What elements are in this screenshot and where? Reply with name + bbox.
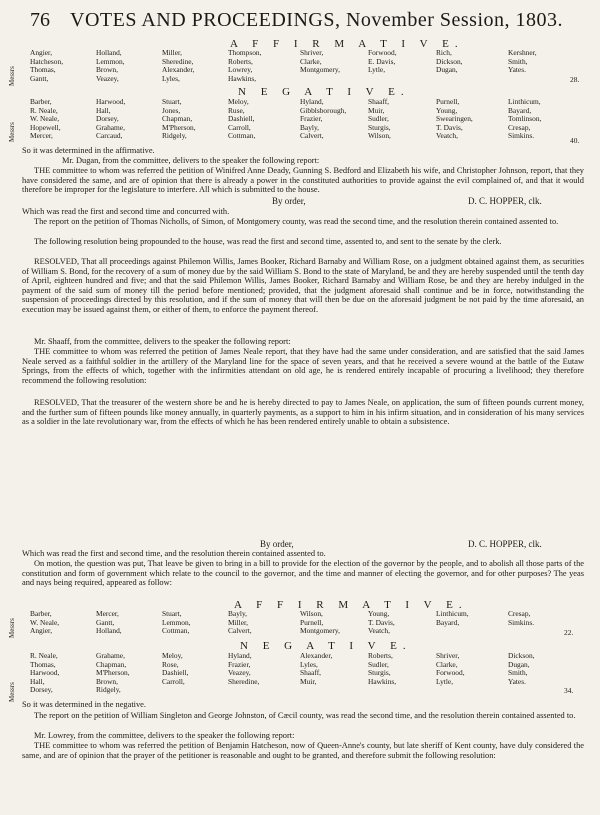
member-name: Frazier, <box>300 114 323 124</box>
vote1-affirmative-title: A F F I R M A T I V E. <box>230 38 464 50</box>
member-name: Veatch, <box>368 626 390 636</box>
member-name: Sudler, <box>368 114 389 124</box>
vote2-negative-column <box>228 652 259 686</box>
vote1-result: So it was determined in the affirmative. <box>22 146 155 155</box>
vote1-affirmative-column <box>96 49 125 83</box>
member-name: Young, <box>436 105 458 115</box>
member-name: Gantt, <box>30 73 49 83</box>
vote2-negative-column <box>436 652 465 686</box>
member-name: Meloy, <box>162 651 183 660</box>
member-name: Miller, <box>228 617 249 627</box>
deady-committee-report: THE committee to whom was referred the petition of Winifred Anne Deady, Gunning S. Bedford and Elizabeth his wife, and Christopher Johnson, report, that they have considered the same, and are of opinion that there is already a power in the constituted authorities to provide against the evil complained of, and that it would therefore be improper for the legislature to interfere. All which is submitted to the house. <box>22 166 584 195</box>
vote2-result: So it was determined in the negative. <box>22 700 146 709</box>
member-name: Calvert, <box>300 131 324 141</box>
member-name: Rose, <box>162 659 179 669</box>
member-name: Alexander, <box>162 65 195 75</box>
vote1-affirmative-column <box>300 49 340 75</box>
member-name: Stuart, <box>162 609 182 618</box>
vote2-affirmative-column <box>96 610 122 636</box>
member-name: Dorsey, <box>30 685 53 695</box>
member-name: W. Neale, <box>30 617 60 627</box>
member-name: Linthicum, <box>508 97 541 106</box>
member-name: Harwood, <box>30 668 60 678</box>
member-name: Clarke, <box>436 659 458 669</box>
member-name: Barber, <box>30 609 52 618</box>
member-name: Wilson, <box>368 131 391 141</box>
member-name: Lowrey, <box>228 65 253 75</box>
neale-assented-note: Which was read the first and second time, and the resolution therein contained assented to. <box>22 549 326 558</box>
vote1-negative-column <box>96 98 125 141</box>
member-name: Frazier, <box>228 659 251 669</box>
vote2-affirmative-messrs: Messrs <box>8 618 16 638</box>
member-name: Harwood, <box>96 97 126 106</box>
vote2-negative-messrs: Messrs <box>8 682 16 702</box>
vote1-negative-column <box>228 98 255 141</box>
member-name: Lytle, <box>368 65 386 75</box>
member-name: Thomas, <box>30 659 56 669</box>
member-name: Alexander, <box>300 651 333 660</box>
member-name: Hyland, <box>300 97 324 106</box>
member-name: Calvert, <box>228 626 252 636</box>
member-name: Muir, <box>368 105 385 115</box>
vote1-affirmative-messrs: Messrs <box>8 66 16 86</box>
vote1-affirmative-column <box>436 49 462 75</box>
dugan-report-intro: Mr. Dugan, from the committee, delivers to the speaker the following report: <box>62 156 320 165</box>
member-name: Hyland, <box>228 651 252 660</box>
member-name: Muir, <box>300 676 317 686</box>
vote1-affirmative-column <box>30 49 63 83</box>
member-name: Purnell, <box>436 97 460 106</box>
member-name: Carroll, <box>228 122 251 132</box>
member-name: Veatch, <box>436 131 458 141</box>
member-name: Shriver, <box>436 651 460 660</box>
member-name: Shaaff, <box>368 97 390 106</box>
member-name: Sturgis, <box>368 122 391 132</box>
vote2-affirmative-total: 22. <box>564 628 574 637</box>
shaaff-report-intro: Mr. Shaaff, from the committee, delivers to the speaker the following report: <box>34 337 291 346</box>
vote1-negative-column <box>436 98 473 141</box>
member-name: Dashiell, <box>162 668 189 678</box>
member-name: Simkins. <box>508 617 535 627</box>
member-name: Hawkins, <box>368 676 397 686</box>
member-name: Bayard, <box>436 617 460 627</box>
member-name: Carroll, <box>162 676 185 686</box>
member-name: Lyles, <box>300 659 318 669</box>
member-name: Bayard, <box>508 105 532 115</box>
member-name: Yates. <box>508 676 526 686</box>
member-name: Cottman, <box>162 626 190 636</box>
member-name: Roberts, <box>228 56 253 66</box>
neale-resolution: RESOLVED, That the treasurer of the western shore be and he is hereby directed to pay to James Neale, on application, the sum of fifteen pounds current money, and the further sum of fifteen pounds like money annually, in quarterly payments, as a support to him in his infirm situation, and in consideration of his many services as a soldier in the late revolutionary war, from the effects of which he has been rendered entirely unable to obtain a subsistence. <box>22 398 584 427</box>
member-name: Young, <box>368 609 390 618</box>
member-name: Lyles, <box>162 73 180 83</box>
member-name: Dugan, <box>508 659 530 669</box>
vote2-negative-column <box>30 652 59 695</box>
lowrey-report-intro: Mr. Lowrey, from the committee, delivers to the speaker the following report: <box>34 731 295 740</box>
member-name: Dashiell, <box>228 114 255 124</box>
member-name: Ruse, <box>228 105 245 115</box>
vote2-affirmative-column <box>368 610 395 636</box>
member-name: Gantt, <box>96 617 115 627</box>
member-name: E. Davis, <box>368 56 396 66</box>
vote2-negative-column <box>96 652 130 695</box>
member-name: Bayly, <box>300 122 320 132</box>
vote2-negative-column <box>368 652 396 686</box>
member-name: Brown, <box>96 676 118 686</box>
vote2-affirmative-column <box>228 610 252 636</box>
neale-committee-report: THE committee to whom was referred the petition of James Neale report, that they have had the same under consideration, and are satisfied that the said James Neale served as a faithful soldier in the artillery of the Maryland line for the space of seven years, and that he received a severe wound at the battle of the Eutaw Springs, from the effects of which, together with the infirmities attendant on old age, he is rendered entirely incapable of procuring a livelihood; they therefore recommend the following resolution: <box>22 347 584 385</box>
vote2-negative-column <box>162 652 188 686</box>
member-name: Cottman, <box>228 131 256 141</box>
member-name: Sheredine, <box>162 56 194 66</box>
hopper-signature-1: D. C. HOPPER, clk. <box>468 196 542 206</box>
member-name: Shaaff, <box>300 668 322 678</box>
member-name: Thomas, <box>30 65 56 75</box>
member-name: Carcaud, <box>96 131 123 141</box>
member-name: Clarke, <box>300 56 322 66</box>
member-name: Stuart, <box>162 97 182 106</box>
member-name: Tomlinson, <box>508 114 542 124</box>
vote1-negative-column <box>162 98 196 141</box>
member-name: Kershner, <box>508 48 537 57</box>
member-name: Chapman, <box>162 114 193 124</box>
member-name: Meloy, <box>228 97 249 106</box>
by-order-1: By order, <box>272 196 306 206</box>
member-name: Lytle, <box>436 676 454 686</box>
page-number: 76 <box>30 9 50 31</box>
member-name: Wilson, <box>300 609 323 618</box>
member-name: Jones, <box>162 105 181 115</box>
member-name: Forwood, <box>368 48 397 57</box>
member-name: Holland, <box>96 626 122 636</box>
member-name: Smith, <box>508 668 528 678</box>
vote2-affirmative-column <box>162 610 191 636</box>
running-head: VOTES AND PROCEEDINGS, November Session, 1803. <box>70 9 563 31</box>
member-name: Sudler, <box>368 659 389 669</box>
member-name: Hawkins, <box>228 73 257 83</box>
member-name: Dickson, <box>508 651 535 660</box>
willis-resolution: RESOLVED, That all proceedings against Philemon Willis, James Booker, Richard Barnaby and William Rose, on a judgment obtained against them, as securities of William S. Bond, for the recovery of a sum of money due by the said William S. Bond to the state of Maryland, be and they are hereby suspended until the tenth day of April, eighteen hundred and five; and that the said Philemon Willis, James Booker, Richard Barnaby and William Rose, be and they are hereby indulged in the payment of the said sum of money till the period before mentioned; provided, that the judgment aforesaid shall continue and be in force, notwithstanding the suspension of proceedings directed by this resolution, and if the sum of money that will then be due on the aforesaid judgment be not paid by the time aforesaid, an execution may be issued against them, or either of them, to enforce the payment thereof. <box>22 257 584 314</box>
member-name: Angier, <box>30 626 53 636</box>
member-name: Montgomery, <box>300 626 340 636</box>
member-name: Brown, <box>96 65 118 75</box>
member-name: Hatcheson, <box>30 56 64 66</box>
vote2-affirmative-column <box>30 610 59 636</box>
member-name: Holland, <box>96 48 122 57</box>
concurred-note: Which was read the first and second time and concurred with. <box>22 207 230 216</box>
vote1-negative-column <box>300 98 346 141</box>
member-name: Yates. <box>508 65 526 75</box>
member-name: R. Neale, <box>30 105 58 115</box>
vote1-affirmative-total: 28. <box>570 75 580 84</box>
member-name: M'Pherson, <box>96 668 130 678</box>
member-name: Forwood, <box>436 668 465 678</box>
page-header <box>22 6 582 32</box>
member-name: Gibblsborough, <box>300 105 347 115</box>
vote1-negative-messrs: Messrs <box>8 122 16 142</box>
member-name: Lemmon, <box>162 617 191 627</box>
vote1-negative-column <box>368 98 391 141</box>
vote2-negative-total: 34. <box>564 686 574 695</box>
member-name: W. Neale, <box>30 114 60 124</box>
vote1-negative-column <box>508 98 541 141</box>
vote2-negative-column <box>508 652 534 686</box>
member-name: Hall, <box>96 105 111 115</box>
member-name: Ridgely, <box>162 131 187 141</box>
member-name: Rich, <box>436 48 452 57</box>
hatcheson-committee-report: THE committee to whom was referred the petition of Benjamin Hatcheson, now of Queen-Anne's county, but late sheriff of Kent county, have duly considered the same, and are of opinion that the prayer of the petitioner is reasonable and ought to be granted, and therefore submit the following resolution: <box>22 741 584 760</box>
vote1-negative-total: 40. <box>570 136 580 145</box>
member-name: Lemmon, <box>96 56 125 66</box>
member-name: Grahame, <box>96 122 125 132</box>
member-name: Hall, <box>30 676 45 686</box>
vote1-negative-column <box>30 98 61 141</box>
by-order-2: By order, <box>260 539 294 549</box>
singleton-petition-note: The report on the petition of William Singleton and George Johnston, of Cæcil county, was read the second time, and the resolution therein contained assented to. <box>34 711 576 720</box>
member-name: Linthicum, <box>436 609 469 618</box>
vote1-affirmative-column <box>368 49 397 75</box>
member-name: Veazey, <box>228 668 251 678</box>
member-name: M'Pherson, <box>162 122 196 132</box>
member-name: Dugan, <box>436 65 458 75</box>
vote2-affirmative-column <box>436 610 469 627</box>
vote2-affirmative-column <box>508 610 534 627</box>
vote1-affirmative-column <box>162 49 194 83</box>
vote2-affirmative-column <box>300 610 340 636</box>
vote2-negative-title: N E G A T I V E. <box>240 640 412 652</box>
member-name: T. Davis, <box>436 122 463 132</box>
member-name: Dickson, <box>436 56 463 66</box>
resolution-intro: The following resolution being propounded to the house, was read the first and second time, assented to, and sent to the senate by the clerk. <box>34 237 502 246</box>
member-name: T. Davis, <box>368 617 395 627</box>
member-name: Montgomery, <box>300 65 340 75</box>
vote2-negative-column <box>300 652 332 686</box>
member-name: Chapman, <box>96 659 127 669</box>
member-name: Bayly, <box>228 609 248 618</box>
member-name: Sturgis, <box>368 668 391 678</box>
member-name: Simkins. <box>508 131 535 141</box>
member-name: Roberts, <box>368 651 393 660</box>
member-name: Hopewell, <box>30 122 61 132</box>
member-name: Shriver, <box>300 48 324 57</box>
member-name: Purnell, <box>300 617 324 627</box>
nicholls-petition-note: The report on the petition of Thomas Nicholls, of Simon, of Montgomery county, was read the second time, and the resolution therein contained assented to. <box>34 217 559 226</box>
member-name: Swearingen, <box>436 114 473 124</box>
vote2-affirmative-title: A F F I R M A T I V E. <box>234 599 468 611</box>
member-name: Cresap, <box>508 609 531 618</box>
member-name: Miller, <box>162 48 183 57</box>
member-name: Ridgely, <box>96 685 121 695</box>
member-name: Barber, <box>30 97 52 106</box>
member-name: Mercer, <box>96 609 119 618</box>
member-name: Sheredine, <box>228 676 260 686</box>
member-name: Cresap, <box>508 122 531 132</box>
member-name: Dorsey, <box>96 114 119 124</box>
member-name: Angier, <box>30 48 53 57</box>
vote1-affirmative-column <box>228 49 261 83</box>
vote1-affirmative-column <box>508 49 537 75</box>
member-name: Thompson, <box>228 48 262 57</box>
vote1-negative-title: N E G A T I V E. <box>238 86 410 98</box>
member-name: Mercer, <box>30 131 53 141</box>
member-name: Smith, <box>508 56 528 66</box>
hopper-signature-2: D. C. HOPPER, clk. <box>468 539 542 549</box>
governor-election-motion: On motion, the question was put, That leave be given to bring in a bill to provide for the election of the governor by the people, and to abolish all those parts of the constitution and form of government which relate to the council to the governor, and the time and manner of electing the governor, and for other purposes? The yeas and nays being required, appeared as follow: <box>22 559 584 588</box>
member-name: Grahame, <box>96 651 125 660</box>
member-name: Veazey, <box>96 73 119 83</box>
member-name: R. Neale, <box>30 651 58 660</box>
